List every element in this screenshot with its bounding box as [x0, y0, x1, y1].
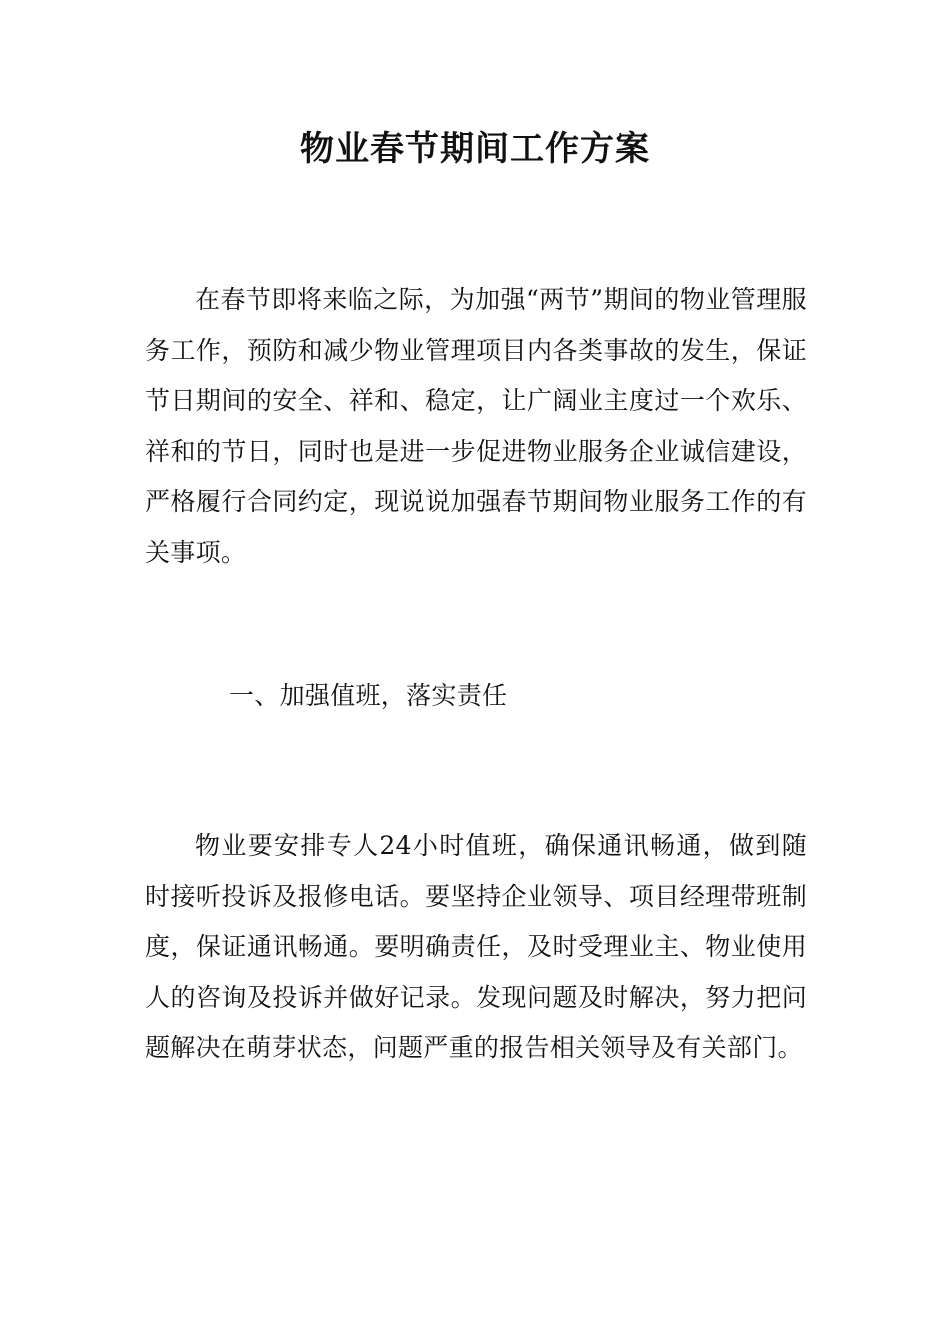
- section-heading-1: 一、加强值班，落实责任: [229, 681, 508, 710]
- document-title: 物业春节期间工作方案: [300, 129, 650, 169]
- section-paragraph-1: 物业要安排专人24小时值班，确保通讯畅通，做到随时接听投诉及报修电话。要坚持企业领导、项目经理带班制度，保证通讯畅通。要明确责任，及时受理业主、物业使用人的咨询及投诉并做好记录。发现问题及时解决，努力把问题解决在萌芽状态，问题严重的报告相关领导及有关部门。: [145, 831, 807, 1062]
- intro-paragraph: 在春节即将来临之际，为加强“两节”期间的物业管理服务工作，预防和减少物业管理项目内各类事故的发生，保证节日期间的安全、祥和、稳定，让广阔业主度过一个欢乐、祥和的节日，同时也是进一步促进物业服务企业诚信建设，严格履行合同约定，现说说加强春节期间物业服务工作的有关事项。: [145, 285, 807, 567]
